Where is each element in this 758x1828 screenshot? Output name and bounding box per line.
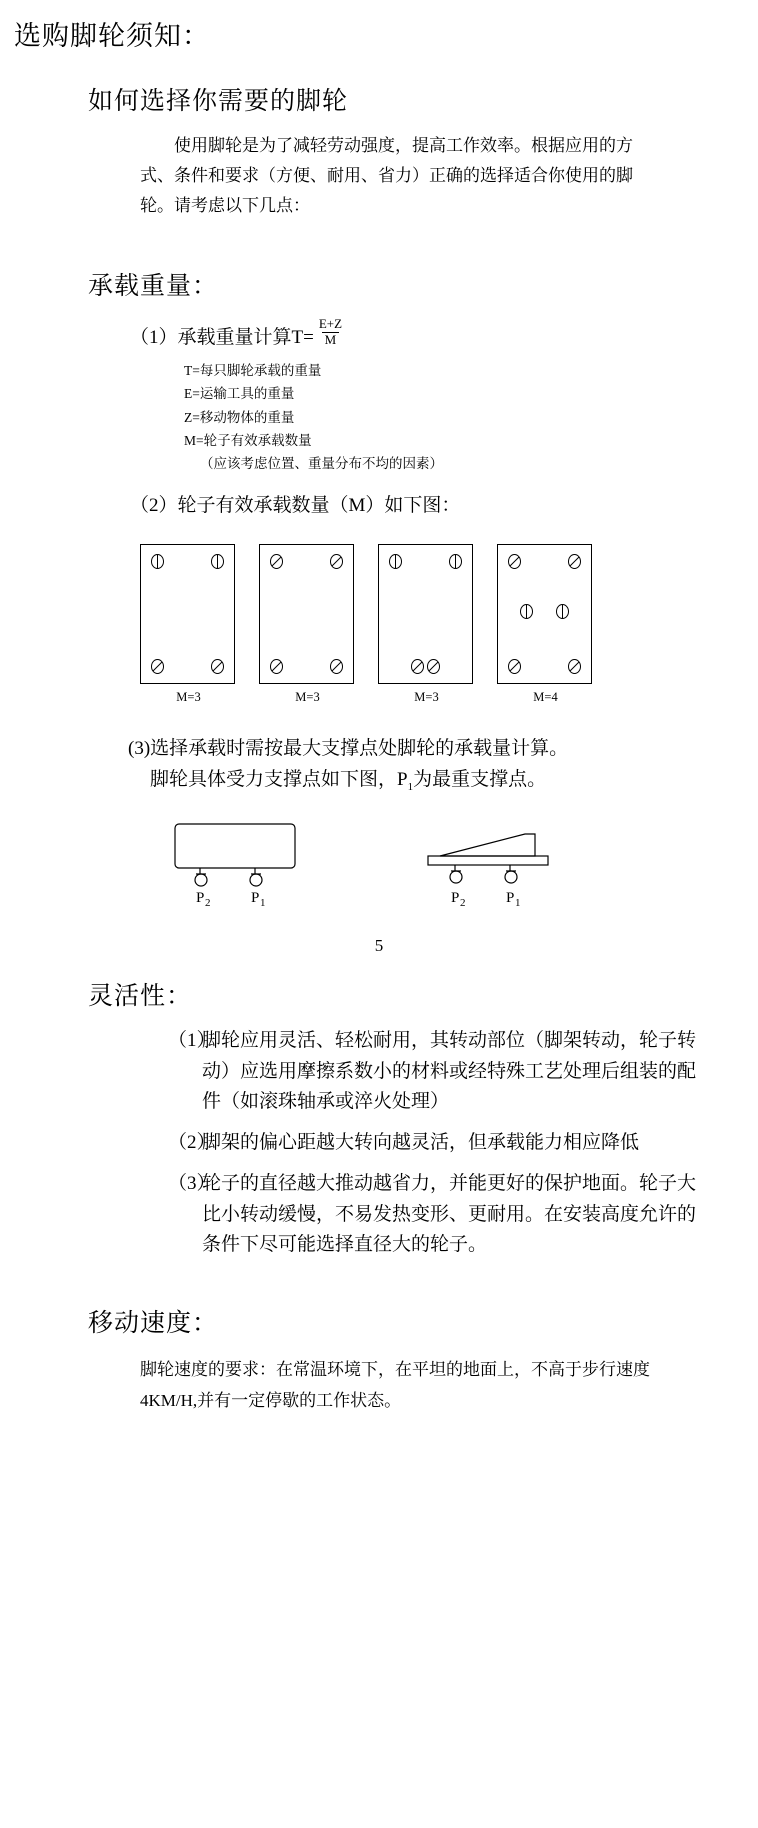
load-formula-fraction xyxy=(316,317,345,348)
load-item1-label: （1） xyxy=(130,327,178,349)
figure-3 xyxy=(378,544,475,705)
flexibility-list xyxy=(128,1026,713,1261)
definition-t: T=每只脚轮承载的重量 xyxy=(184,363,322,379)
definition-e: E=运输工具的重量 xyxy=(184,386,295,402)
load-item2 xyxy=(130,491,670,521)
svg-text:P: P xyxy=(251,889,260,906)
svg-text:P: P xyxy=(506,889,515,906)
list-item-text: 脚架的偏心距越大转向越灵活，但承载能力相应降低 xyxy=(202,1132,640,1154)
formula-definitions xyxy=(184,359,758,475)
load-item2-text: 轮子有效承载数量（M）如下图： xyxy=(177,495,461,517)
load-item3-line2-a: 脚轮具体受力支撑点如下图，P xyxy=(150,768,408,790)
figure-3-caption: M=3 xyxy=(414,689,439,704)
caster-icon xyxy=(149,553,166,570)
load-item1-text: 承载重量计算T= xyxy=(177,327,314,349)
list-item xyxy=(168,1026,713,1118)
svg-text:2: 2 xyxy=(205,896,211,909)
caster-icon xyxy=(149,658,166,675)
caster-icon xyxy=(209,658,226,675)
figure-2-frame xyxy=(259,544,354,684)
list-item-text: 轮子的直径越大推动越省力，并能更好的保护地面。轮子大比小转动缓慢，不易发热变形、更耐用。在安装高度允许的条件下尽可能选择直径大的轮子。 xyxy=(202,1172,697,1256)
figure-2 xyxy=(259,544,356,705)
figure-4-caption: M=4 xyxy=(533,689,558,704)
list-item xyxy=(168,1128,713,1159)
definition-z: Z=移动物体的重量 xyxy=(184,409,295,425)
load-item2-label: （2） xyxy=(130,495,178,517)
caster-icon xyxy=(566,553,583,570)
caster-icon xyxy=(268,553,285,570)
figure-2-caption: M=3 xyxy=(295,689,320,704)
formula-denominator: M xyxy=(322,332,340,348)
section-heading-speed: 移动速度： xyxy=(88,1310,219,1338)
intro-paragraph: 使用脚轮是为了减轻劳动强度，提高工作效率。根据应用的方式、条件和要求（方便、耐用、省力）正确的选择适合你使用的脚轮。请考虑以下几点： xyxy=(140,136,633,215)
load-item3 xyxy=(128,733,688,796)
section-subtitle: 如何选择你需要的脚轮 xyxy=(88,88,349,115)
caster-icon xyxy=(506,553,523,570)
definition-m: M=轮子有效承载数量 xyxy=(184,432,312,448)
list-item-marker: （2） xyxy=(168,1132,216,1154)
load-formula-line xyxy=(130,316,758,351)
document-page xyxy=(0,14,758,1828)
svg-text:P: P xyxy=(451,889,460,906)
caster-icon xyxy=(425,658,442,675)
caster-icon xyxy=(506,658,523,675)
figure-4-frame xyxy=(497,544,592,684)
figure-1-frame xyxy=(140,544,235,684)
svg-text:1: 1 xyxy=(515,896,521,909)
definition-note: （应该考虑位置、重量分布不均的因素） xyxy=(200,456,443,471)
caster-icon xyxy=(447,553,464,570)
speed-paragraph: 脚轮速度的要求：在常温环境下，在平坦的地面上，不高于步行速度4KM/H,并有一定停歇的工作状态。 xyxy=(140,1360,650,1410)
list-item-marker: （3） xyxy=(168,1172,216,1194)
support-point-svg xyxy=(0,810,758,930)
caster-icon xyxy=(566,658,583,675)
load-item3-line2-sub: 1 xyxy=(407,780,414,793)
figure-4 xyxy=(497,544,594,705)
page-title: 选购脚轮须知： xyxy=(14,21,210,51)
load-item3-line2-b: 为最重支撑点。 xyxy=(413,768,547,790)
caster-icon xyxy=(328,658,345,675)
load-item3-line2 xyxy=(128,764,688,796)
page-number: 5 xyxy=(374,935,384,955)
svg-text:2: 2 xyxy=(460,896,466,909)
section-heading-load: 承载重量： xyxy=(88,273,219,301)
list-item-marker: （1） xyxy=(168,1029,216,1051)
list-item xyxy=(168,1169,713,1261)
list-item-text: 脚轮应用灵活、轻松耐用，其转动部位（脚架转动，轮子转动）应选用摩擦系数小的材料或经特殊工艺处理后组装的配件（如滚珠轴承或淬火处理） xyxy=(202,1029,697,1113)
caster-icon xyxy=(518,603,535,620)
caster-icon xyxy=(387,553,404,570)
caster-icon xyxy=(554,603,571,620)
figure-1 xyxy=(140,544,237,705)
figure-3-frame xyxy=(378,544,473,684)
caster-icon xyxy=(409,658,426,675)
support-point-diagrams xyxy=(0,810,758,930)
formula-numerator: E+Z xyxy=(318,316,343,332)
caster-icon xyxy=(209,553,226,570)
wheel-layout-figures xyxy=(140,544,758,705)
section-heading-flexibility: 灵活性： xyxy=(88,982,193,1010)
svg-text:P: P xyxy=(196,889,205,906)
load-item3-line1: (3)选择承载时需按最大支撑点处脚轮的承载量计算。 xyxy=(128,737,569,759)
figure-1-caption: M=3 xyxy=(176,689,201,704)
svg-text:1: 1 xyxy=(260,896,266,909)
caster-icon xyxy=(328,553,345,570)
caster-icon xyxy=(268,658,285,675)
